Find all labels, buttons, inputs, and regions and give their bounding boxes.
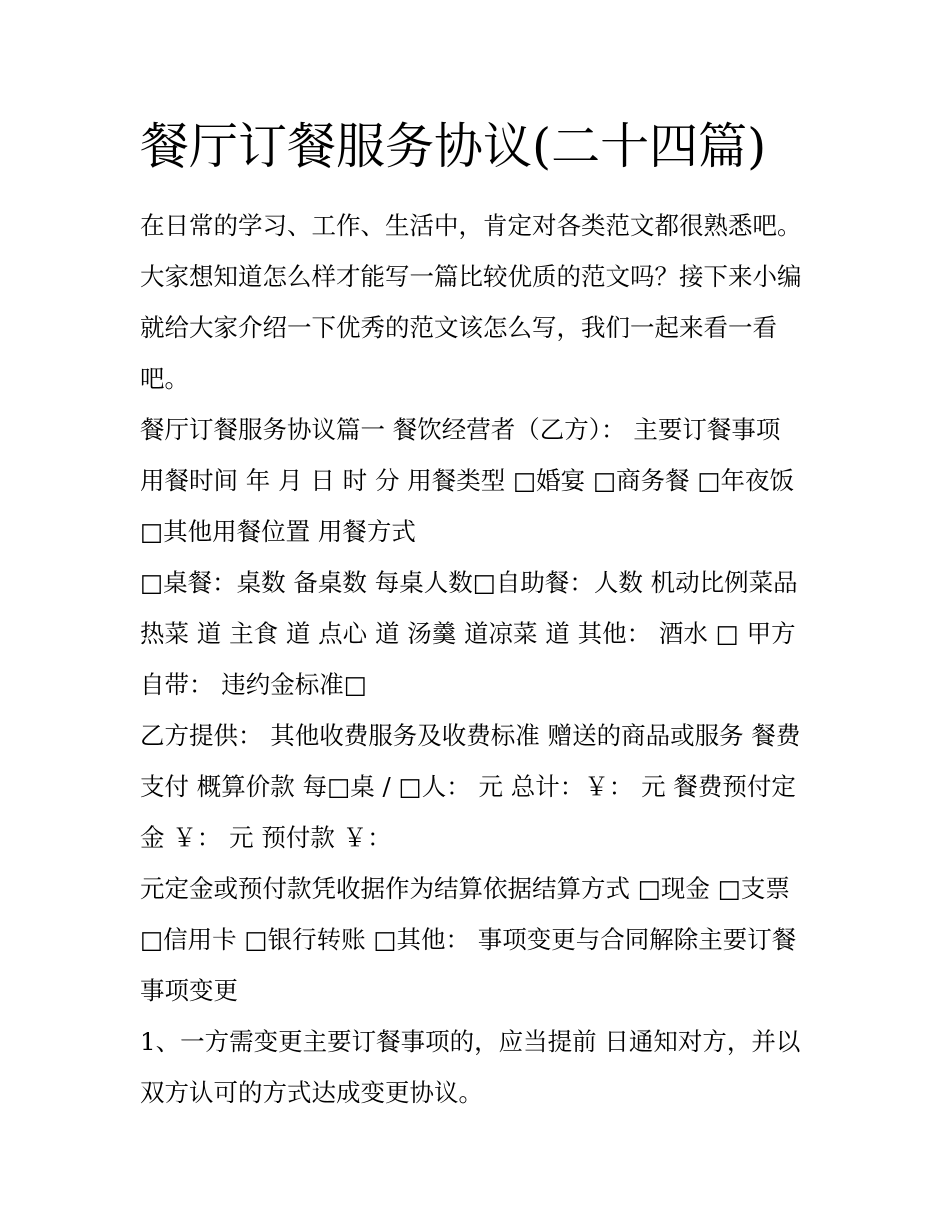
document-body xyxy=(140,200,812,1118)
paragraph-order-items: 餐厅订餐服务协议篇一 餐饮经营者（乙方）： 主要订餐事项 用餐时间 年 月 日 时 分 用餐类型 □婚宴 □商务餐 □年夜饭 □其他用餐位置 用餐方式 xyxy=(140,415,795,546)
paragraph-payment: 乙方提供： 其他收费服务及收费标准 赠送的商品或服务 餐费支付 概算价款 每□桌 / □人： 元 总计：￥： 元 餐费预付定金 ￥： 元 预付款 ￥： xyxy=(140,721,801,852)
paragraph-table-meal: □桌餐：桌数 备桌数 每桌人数□自助餐：人数 机动比例菜品 热菜 道 主食 道 点心 道 汤羹 道凉菜 道 其他： 酒水 □ 甲方自带： 违约金标准□ xyxy=(140,568,798,699)
paragraph-intro: 在日常的学习、工作、生活中，肯定对各类范文都很熟悉吧。大家想知道怎么样才能写一篇比较优质的范文吗？接下来小编就给大家介绍一下优秀的范文该怎么写，我们一起来看一看吧。 xyxy=(140,211,802,393)
paragraph-settlement: 元定金或预付款凭收据作为结算依据结算方式 □现金 □支票 □信用卡 □银行转账 □其他： 事项变更与合同解除主要订餐事项变更 xyxy=(140,874,797,1005)
paragraph-clause-1: 1、一方需变更主要订餐事项的，应当提前 日通知对方，并以双方认可的方式达成变更协议。 xyxy=(140,1027,801,1107)
document-title: 餐厅订餐服务协议(二十四篇) xyxy=(140,118,767,175)
